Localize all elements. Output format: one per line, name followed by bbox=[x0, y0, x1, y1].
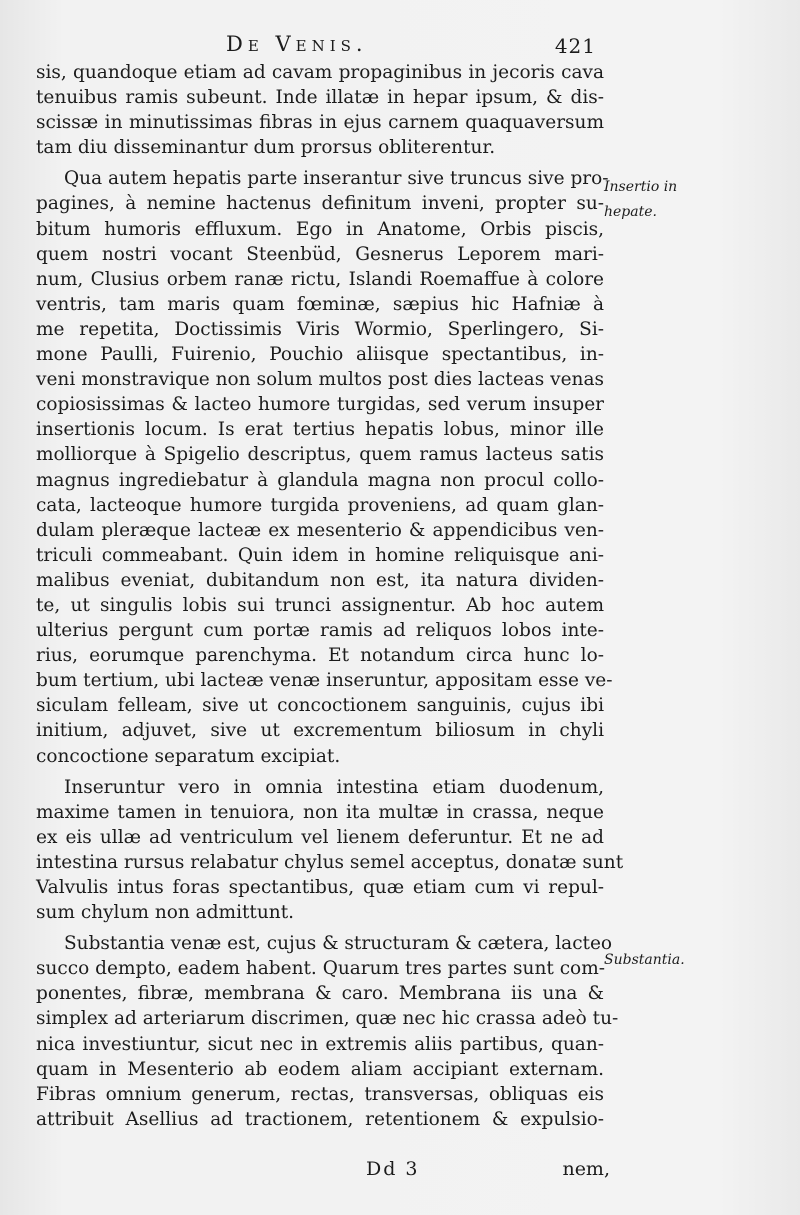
text-line: veni monstravique non solum multos post dies lacteas venas bbox=[36, 369, 604, 391]
running-title: De Venis. bbox=[226, 32, 368, 56]
text-line: quam in Mesenterio ab eodem aliam accipiant externam. bbox=[36, 1058, 604, 1080]
text-line: dulam pleræque lacteæ ex mesenterio & appendicibus ven- bbox=[36, 519, 604, 541]
text-line: cata, lacteoque humore turgida proveniens, ad quam glan- bbox=[36, 494, 604, 516]
text-line: quem nostri vocant Steenbüd, Gesnerus Leporem mari- bbox=[36, 243, 604, 265]
text-line: me repetita, Doctissimis Viris Wormio, Sperlingero, Si- bbox=[36, 318, 604, 340]
margin-note-insertio: Insertio in hepate. bbox=[604, 179, 678, 220]
text-line: mone Paulli, Fuirenio, Pouchio aliisque spectantibus, in- bbox=[36, 344, 604, 366]
page-footer bbox=[36, 1158, 610, 1186]
text-line: ulterius pergunt cum portæ ramis ad reliquos lobos inte- bbox=[36, 620, 604, 642]
text-line: Inseruntur vero in omnia intestina etiam duodenum, bbox=[64, 776, 604, 798]
text-line: siculam felleam, sive ut concoctionem sanguinis, cujus ibi bbox=[36, 695, 604, 717]
text-line: Valvulis intus foras spectantibus, quæ etiam cum vi repul- bbox=[36, 877, 604, 898]
text-line: attribuit Asellius ad tractionem, retentionem & expulsio- bbox=[36, 1108, 604, 1130]
page-number: 421 bbox=[554, 34, 596, 58]
signature-mark: Dd 3 bbox=[366, 1158, 420, 1180]
text-line: copiosissimas & lacteo humore turgidas, sed verum insuper bbox=[36, 394, 604, 416]
text-line: triculi commeabant. Quin idem in homine reliquisque ani- bbox=[36, 544, 604, 566]
text-line: ex eis ullæ ad ventriculum vel lienem deferuntur. Et ne ad bbox=[36, 826, 604, 848]
text-line: initium, adjuvet, sive ut excrementum biliosum in chyli bbox=[36, 720, 604, 742]
text-line: tenuibus ramis subeunt. Inde illatæ in hepar ipsum, & dis- bbox=[36, 87, 604, 109]
text-line: nica investiuntur, sicut nec in extremis aliis partibus, quan- bbox=[36, 1033, 604, 1055]
text-line: num, Clusius orbem ranæ rictu, Islandi Roemaffue à colore bbox=[36, 268, 604, 290]
text-line: insertionis locum. Is erat tertius hepatis lobus, minor ille bbox=[36, 419, 604, 441]
text-line: magnus ingrediebatur à glandula magna non procul collo- bbox=[36, 469, 604, 491]
text-line: succo dempto, eadem habent. Quarum tres partes sunt com- bbox=[36, 958, 605, 980]
text-line: tam diu disseminantur dum prorsus obliterentur. bbox=[36, 137, 496, 159]
text-line: maxime tamen in tenuiora, non ita multæ in crassa, neque bbox=[36, 801, 604, 823]
text-line: scissæ in minutissimas fibras in ejus carnem quaquaversum bbox=[36, 112, 604, 134]
text-line: Substantia venæ est, cujus & structuram & cætera, lacteo bbox=[64, 933, 613, 955]
text-line: bitum humoris effluxum. Ego in Anatome, Orbis piscis, bbox=[36, 218, 604, 240]
text-line: ventris, tam maris quam fœminæ, sæpius hic Hafniæ à bbox=[36, 293, 604, 315]
text-line: concoctione separatum excipiat. bbox=[36, 745, 341, 767]
running-head bbox=[36, 30, 596, 64]
body-text bbox=[36, 60, 624, 1132]
text-line: rius, eorumque parenchyma. Et notandum circa hunc lo- bbox=[36, 645, 604, 667]
text-line: sis, quandoque etiam ad cavam propaginibus in jecoris cava bbox=[36, 62, 604, 83]
text-line: bum tertium, ubi lacteæ venæ inseruntur, appositam esse ve- bbox=[36, 670, 613, 692]
margin-note-substantia: Substantia. bbox=[604, 952, 685, 968]
text-line: malibus eveniat, dubitandum non est, ita natura dividen- bbox=[36, 569, 604, 591]
text-line: ponentes, fibræ, membrana & caro. Membrana iis una & bbox=[36, 983, 604, 1005]
text-line: simplex ad arteriarum discrimen, quæ nec hic crassa adeò tu- bbox=[36, 1008, 619, 1030]
text-line: intestina rursus relabatur chylus semel acceptus, donatæ sunt bbox=[36, 851, 624, 873]
text-line: molliorque à Spigelio descriptus, quem ramus lacteus satis bbox=[36, 444, 604, 466]
text-line: Qua autem hepatis parte inserantur sive truncus sive pro- bbox=[64, 168, 609, 190]
text-line: Fibras omnium generum, rectas, transversas, obliquas eis bbox=[36, 1083, 604, 1105]
text-line: sum chylum non admittunt. bbox=[36, 902, 295, 924]
text-line: pagines, à nemine hactenus definitum inveni, propter su- bbox=[36, 193, 604, 215]
catchword: nem, bbox=[562, 1158, 610, 1180]
text-line: te, ut singulis lobis sui trunci assignentur. Ab hoc autem bbox=[36, 594, 604, 616]
